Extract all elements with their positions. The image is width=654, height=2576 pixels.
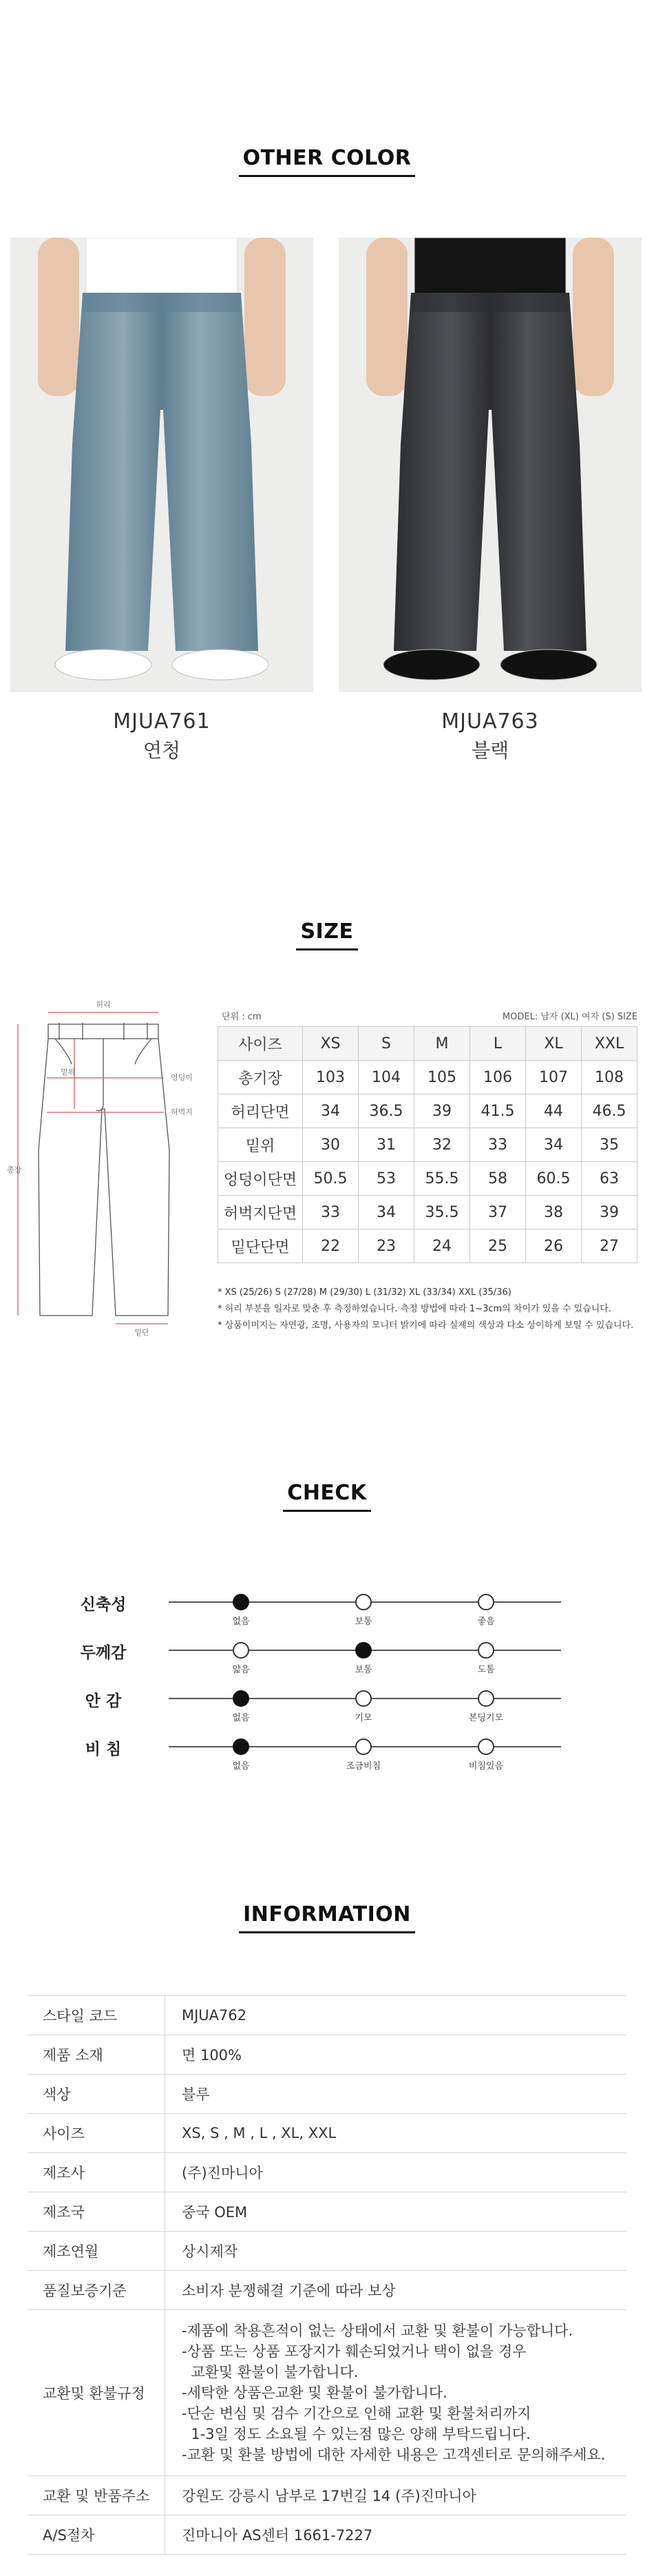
check-dot bbox=[478, 1642, 494, 1659]
size-header-xl: XL bbox=[526, 1027, 582, 1061]
check-option-label: 기모 bbox=[355, 1713, 372, 1723]
size-table-cell: 허리단면 bbox=[218, 1094, 303, 1128]
check-option-label: 보통 bbox=[355, 1617, 372, 1627]
size-table-cell: 엉덩이단면 bbox=[218, 1162, 303, 1196]
information-value: 상시제작 bbox=[182, 2243, 238, 2260]
size-table-row bbox=[218, 1061, 637, 1094]
size-table-row bbox=[218, 1128, 637, 1162]
information-title: INFORMATION bbox=[0, 1902, 654, 1933]
information-row bbox=[28, 1995, 626, 2035]
size-table-cell: 31 bbox=[359, 1128, 414, 1162]
information-key: 제품 소재 bbox=[28, 2035, 165, 2074]
size-table-cell: 23 bbox=[359, 1229, 414, 1263]
information-value: MJUA762 bbox=[182, 2007, 247, 2024]
policy-line: 교환및 환불이 불가합니다. bbox=[182, 2364, 359, 2380]
size-table-cell: 55.5 bbox=[414, 1162, 470, 1196]
information-key: 스타일 코드 bbox=[28, 1996, 165, 2035]
check-title: CHECK bbox=[0, 1481, 654, 1512]
information-value: 중국 OEM bbox=[182, 2204, 248, 2221]
size-table-cell: 39 bbox=[582, 1196, 637, 1229]
size-model-info: MODEL: 남자 (XL) 여자 (S) SIZE bbox=[502, 1012, 637, 1022]
check-label: 안 감 bbox=[85, 1692, 122, 1710]
size-table-cell: 105 bbox=[414, 1061, 470, 1094]
size-table-cell: 27 bbox=[582, 1229, 637, 1263]
information-row bbox=[28, 2152, 626, 2192]
check-dot-selected bbox=[233, 1738, 249, 1755]
size-table-cell: 108 bbox=[582, 1061, 637, 1094]
check-option-label: 얇음 bbox=[232, 1665, 250, 1675]
size-table-cell: 35 bbox=[582, 1128, 637, 1162]
information-key: A/S절차 bbox=[28, 2515, 165, 2554]
check-option-label: 좋음 bbox=[477, 1617, 495, 1627]
size-table-cell: 24 bbox=[414, 1229, 470, 1263]
product-photo-mjua761[interactable] bbox=[10, 238, 313, 692]
size-table-row bbox=[218, 1094, 637, 1128]
information-key: 제조사 bbox=[28, 2153, 165, 2192]
size-table-cell: 103 bbox=[303, 1061, 359, 1094]
size-notes bbox=[218, 1285, 644, 1334]
size-table-cell: 104 bbox=[359, 1061, 414, 1094]
information-value: XS, S , M , L , XL, XXL bbox=[182, 2125, 337, 2141]
size-table-cell: 총기장 bbox=[218, 1061, 303, 1094]
size-table-cell: 34 bbox=[303, 1094, 359, 1128]
product-code-1: MJUA761 bbox=[113, 709, 211, 734]
size-table-cell: 22 bbox=[303, 1229, 359, 1263]
size-table-cell: 허벅지단면 bbox=[218, 1196, 303, 1229]
size-table-cell: 34 bbox=[359, 1196, 414, 1229]
check-dot-selected bbox=[355, 1642, 372, 1659]
size-table-cell: 53 bbox=[359, 1162, 414, 1196]
size-table-cell: 46.5 bbox=[582, 1094, 637, 1128]
diagram-label-thigh: 허벅지 bbox=[171, 1108, 193, 1116]
size-table-cell: 34 bbox=[526, 1128, 582, 1162]
pants-illustration bbox=[339, 238, 642, 692]
information-value: (주)진마니아 bbox=[182, 2165, 263, 2181]
information-value: 소비자 분쟁해결 기준에 따라 보상 bbox=[182, 2283, 396, 2299]
information-row bbox=[28, 2515, 626, 2555]
check-option-label: 비침있음 bbox=[468, 1761, 504, 1772]
information-key: 교환및 환불규정 bbox=[28, 2310, 165, 2475]
size-table-cell: 25 bbox=[470, 1229, 526, 1263]
diagram-label-hem: 밑단 bbox=[134, 1328, 149, 1336]
diagram-label-rise: 밑위 bbox=[61, 1068, 76, 1077]
check-dot bbox=[478, 1738, 494, 1755]
size-table-cell: 밑위 bbox=[218, 1128, 303, 1162]
size-table-cell: 107 bbox=[526, 1061, 582, 1094]
check-dot bbox=[355, 1738, 372, 1755]
check-option-label: 없음 bbox=[232, 1761, 250, 1772]
product-code-2: MJUA763 bbox=[441, 709, 539, 734]
other-color-title: OTHER COLOR bbox=[0, 146, 654, 177]
information-row bbox=[28, 2192, 626, 2231]
size-table-cell: 26 bbox=[526, 1229, 582, 1263]
check-label: 비 침 bbox=[85, 1741, 122, 1758]
check-dot bbox=[355, 1690, 372, 1707]
information-row bbox=[28, 2309, 626, 2475]
size-table-cell: 37 bbox=[470, 1196, 526, 1229]
information-value: 강원도 강릉시 남부로 17번길 14 (주)진마니아 bbox=[182, 2488, 476, 2504]
size-header-l: L bbox=[470, 1027, 526, 1061]
check-dot bbox=[355, 1594, 372, 1610]
check-label: 두께감 bbox=[80, 1644, 127, 1662]
information-key: 교환 및 반품주소 bbox=[28, 2476, 165, 2515]
policy-line: -제품에 착용흔적이 없는 상태에서 교환 및 환불이 가능합니다. bbox=[182, 2323, 573, 2339]
information-value: 블루 bbox=[182, 2086, 210, 2103]
size-table-cell: 밑단단면 bbox=[218, 1229, 303, 1263]
information-value bbox=[165, 2310, 626, 2475]
size-table-cell: 36.5 bbox=[359, 1094, 414, 1128]
size-unit: 단위 : cm bbox=[222, 1012, 262, 1022]
size-table-cell: 30 bbox=[303, 1128, 359, 1162]
diagram-label-waist: 허리 bbox=[96, 1000, 111, 1009]
size-table-cell: 63 bbox=[582, 1162, 637, 1196]
size-table-row bbox=[218, 1162, 637, 1196]
information-row bbox=[28, 2475, 626, 2515]
information-key: 제조국 bbox=[28, 2192, 165, 2231]
information-row bbox=[28, 2231, 626, 2270]
product-color-1: 연청 bbox=[143, 739, 181, 762]
diagram-label-length: 총장 bbox=[7, 1165, 22, 1174]
size-table-row bbox=[218, 1229, 637, 1263]
size-table-cell: 33 bbox=[470, 1128, 526, 1162]
size-table-cell: 32 bbox=[414, 1128, 470, 1162]
information-row bbox=[28, 2035, 626, 2074]
check-option-label: 보통 bbox=[355, 1665, 372, 1675]
check-option-label: 없음 bbox=[232, 1713, 250, 1723]
size-title: SIZE bbox=[0, 920, 654, 951]
check-option-label: 조금비침 bbox=[346, 1761, 381, 1772]
policy-line: -교환 및 환불 방법에 대한 자세한 내용은 고객센터로 문의해주세요. bbox=[182, 2447, 606, 2463]
size-note: * 허리 부분을 일자로 맞춘 후 측정하였습니다. 측정 방법에 따라 1~3cm의 차이가 있을 수 있습니다. bbox=[218, 1304, 611, 1314]
size-table-cell: 58 bbox=[470, 1162, 526, 1196]
size-table-cell: 60.5 bbox=[526, 1162, 582, 1196]
policy-line: -상품 또는 상품 포장지가 훼손되었거나 택이 없을 경우 bbox=[182, 2343, 527, 2360]
size-table-row bbox=[218, 1196, 637, 1229]
information-table bbox=[28, 1995, 626, 2555]
pants-illustration bbox=[10, 238, 313, 692]
check-dot bbox=[478, 1594, 494, 1610]
size-table-cell: 50.5 bbox=[303, 1162, 359, 1196]
information-key: 사이즈 bbox=[28, 2114, 165, 2152]
diagram-label-hip: 엉덩이 bbox=[171, 1073, 193, 1082]
information-row bbox=[28, 2113, 626, 2152]
size-table-cell: 39 bbox=[414, 1094, 470, 1128]
product-photo-mjua763[interactable] bbox=[339, 238, 642, 692]
policy-line: -세탁한 상품은교환 및 환불이 불가합니다. bbox=[182, 2385, 447, 2401]
size-table-cell: 44 bbox=[526, 1094, 582, 1128]
size-table-cell: 35.5 bbox=[414, 1196, 470, 1229]
size-table bbox=[218, 1026, 637, 1263]
size-header-m: M bbox=[414, 1027, 470, 1061]
size-note: * 상품이미지는 자연광, 조명, 사용자의 모니터 밝기에 따라 실제의 색상과 다소 상이하게 보일 수 있습니다. bbox=[218, 1320, 634, 1331]
check-option-label: 없음 bbox=[232, 1617, 250, 1627]
policy-line: -단순 변심 및 검수 기간으로 인해 교환 및 환불처리까지 bbox=[182, 2405, 531, 2422]
policy-line: 1-3일 정도 소요될 수 있는점 많은 양해 부탁드립니다. bbox=[182, 2426, 531, 2442]
size-table-cell: 38 bbox=[526, 1196, 582, 1229]
size-header-label: 사이즈 bbox=[218, 1027, 303, 1061]
size-header-xxl: XXL bbox=[582, 1027, 637, 1061]
product-color-2: 블랙 bbox=[471, 739, 509, 762]
size-header-s: S bbox=[359, 1027, 414, 1061]
information-row bbox=[28, 2270, 626, 2309]
check-option-label: 도톰 bbox=[477, 1665, 495, 1675]
check-dot-selected bbox=[233, 1594, 249, 1610]
check-label: 신축성 bbox=[80, 1596, 127, 1614]
check-dot-selected bbox=[233, 1690, 249, 1707]
information-row bbox=[28, 2074, 626, 2113]
information-value: 진마니아 AS센터 1661-7227 bbox=[182, 2527, 373, 2544]
size-header-xs: XS bbox=[303, 1027, 359, 1061]
information-key: 제조연월 bbox=[28, 2232, 165, 2270]
size-table-cell: 106 bbox=[470, 1061, 526, 1094]
information-key: 색상 bbox=[28, 2075, 165, 2113]
information-key: 품질보증기준 bbox=[28, 2271, 165, 2309]
check-dot bbox=[478, 1690, 494, 1707]
check-dot bbox=[233, 1642, 249, 1659]
size-table-cell: 33 bbox=[303, 1196, 359, 1229]
check-option-label: 본딩기모 bbox=[468, 1713, 504, 1723]
size-note: * XS (25/26) S (27/28) M (29/30) L (31/32) XL (33/34) XXL (35/36) bbox=[218, 1287, 511, 1298]
pants-size-diagram bbox=[6, 992, 212, 1336]
size-table-cell: 41.5 bbox=[470, 1094, 526, 1128]
information-value: 면 100% bbox=[182, 2047, 242, 2064]
